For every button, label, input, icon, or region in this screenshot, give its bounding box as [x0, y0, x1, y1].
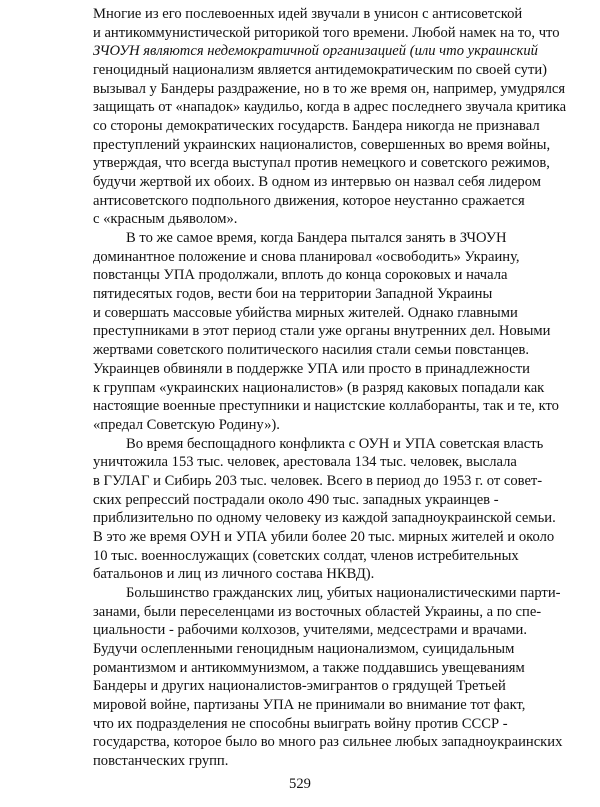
text-line: В это же время ОУН и УПА убили более 20 тыс. мирных жителей и около — [93, 528, 555, 545]
text-line: и совершать массовые убийства мирных жителей. Однако главными — [93, 304, 518, 321]
text-line: со стороны демократических государств. Бандера никогда не признавал — [93, 118, 540, 135]
text-line: государства, которое было во много раз сильнее любых западноукраинских — [93, 734, 563, 751]
text-line: пятидесятых годов, вести бои на территории Западной Украины — [93, 286, 493, 303]
text-line: Во время беспощадного конфликта с ОУН и УПА советская власть — [126, 435, 544, 452]
text-line: защищать от «нападок» каудильо, когда в адрес последнего звучала критика — [93, 99, 567, 116]
text-line: батальонов и лиц из личного состава НКВД). — [93, 566, 375, 583]
text-line: что их подразделения не способны выиграть войну против СССР - — [93, 715, 508, 732]
text-line: романтизмом и антикоммунизмом, а также поддавшись увещеваниям — [93, 659, 525, 676]
text-line: доминантное положение и снова планировал «освободить» Украину, — [93, 248, 520, 265]
text-line: 10 тыс. военнослужащих (советских солдат, членов истребительных — [93, 547, 519, 564]
text-line: к группам «украинских националистов» (в разряд каковых попадали как — [93, 379, 545, 396]
text-line: Большинство гражданских лиц, убитых националистическими парти- — [126, 584, 561, 601]
text-line: утверждая, что всегда выступал против немецкого и советского режимов, — [93, 155, 550, 172]
text-line: вызывал у Бандеры раздражение, но в то же время он, например, умудрялся — [93, 80, 566, 97]
text-line: настоящие военные преступники и нацистские коллаборанты, так и те, кто — [93, 398, 559, 415]
text-line: В то же самое время, когда Бандера пытался занять в ЗЧОУН — [126, 230, 507, 247]
text-line: Украинцев обвиняли в поддержке УПА или просто в принадлежности — [93, 360, 530, 377]
text-line: преступниками в этот период стали уже органы внутренних дел. Новыми — [93, 323, 551, 340]
text-line: антисоветского подпольного движения, которое неустанно сражается — [93, 192, 525, 209]
page-number: 529 — [289, 776, 311, 792]
text-line: преступлений украинских националистов, совершенных во время войны, — [93, 136, 551, 153]
text-line: с «красным дьяволом». — [93, 211, 238, 228]
text-line: в ГУЛАГ и Сибирь 203 тыс. человек. Всего в период до 1953 г. от совет- — [93, 472, 543, 489]
text-line: «предал Советскую Родину»). — [93, 416, 280, 433]
text-line: повстанческих групп. — [93, 753, 229, 769]
text-line: приблизительно по одному человеку из каждой западноукраинской семьи. — [93, 510, 556, 527]
text-line: и антикоммунистической риторикой того времени. Любой намек на то, что — [93, 24, 560, 41]
text-line: повстанцы УПА продолжали, вплоть до конца сороковых и начала — [93, 267, 508, 284]
text-line: Будучи ослепленными геноцидным национализмом, суицидальным — [93, 640, 515, 657]
text-line: циальности - рабочими колхозов, учителями, медсестрами и врачами. — [93, 622, 527, 639]
text-line: будучи жертвой их обоих. В одном из интервью он назвал себя лидером — [93, 174, 541, 191]
text-line: уничтожила 153 тыс. человек, арестовала 134 тыс. человек, выслала — [93, 454, 517, 471]
text-line: жертвами советского политического насилия стали семьи повстанцев. — [93, 342, 530, 359]
text-line: Бандеры и других националистов-эмигрантов о грядущей Третьей — [93, 678, 506, 695]
text-line: мировой войне, партизаны УПА не принимали во внимание тот факт, — [93, 696, 526, 713]
text-line: ЗЧОУН являются недемократичной организацией (или что украинский — [93, 43, 538, 60]
text-line: ских репрессий пострадали около 490 тыс. западных украинцев - — [93, 491, 499, 508]
text-line: Многие из его послевоенных идей звучали в унисон с антисоветской — [93, 6, 523, 22]
text-line: занами, были переселенцами из восточных областей Украины, а по спе- — [93, 603, 542, 620]
text-line: геноцидный национализм является антидемократическим по своей сути) — [93, 62, 548, 79]
